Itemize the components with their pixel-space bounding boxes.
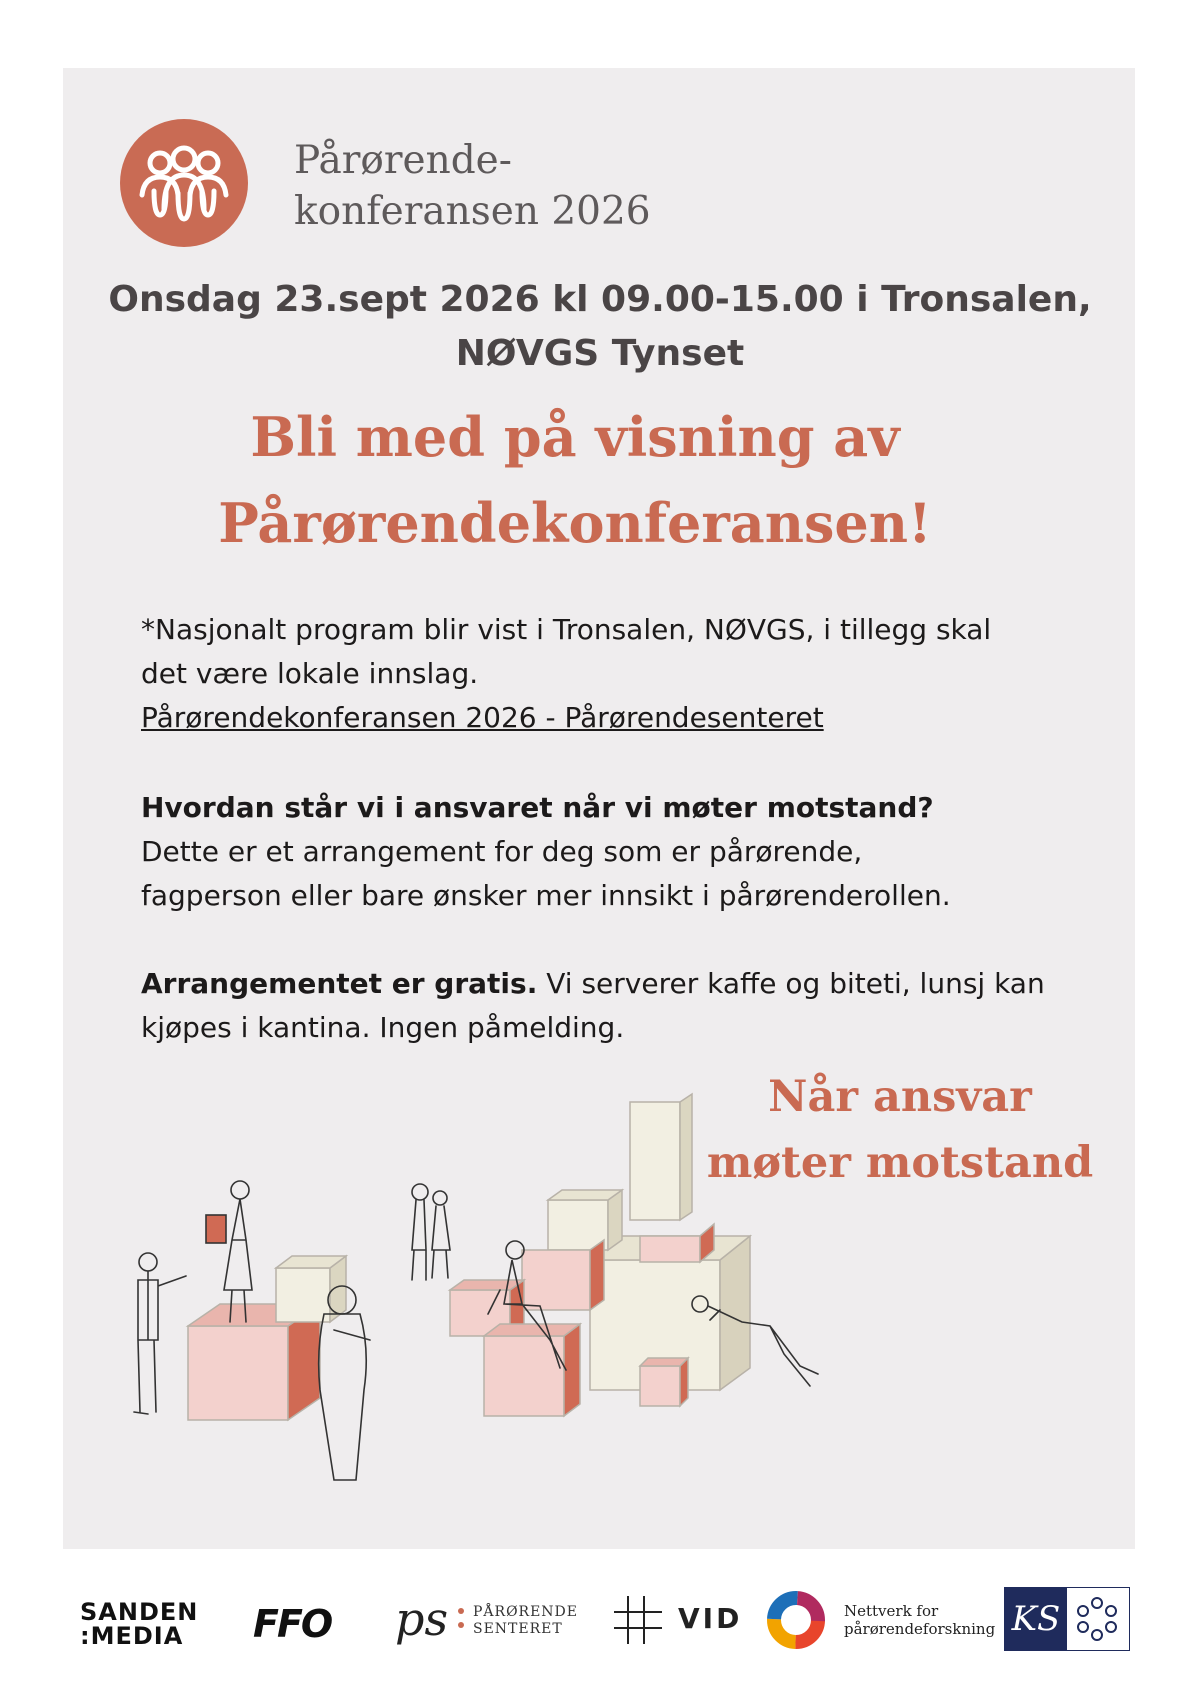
person-reaching xyxy=(134,1253,186,1414)
box-small-pink xyxy=(640,1358,688,1406)
sanden-media-logo xyxy=(80,1600,198,1648)
free-admission-text: Arrangementet er gratis. xyxy=(141,967,538,1000)
ks-chain-icon xyxy=(1073,1595,1121,1643)
program-info xyxy=(141,608,1081,740)
description-line-2: fagperson eller bare ønsker mer innsikt i pårørenderollen. xyxy=(141,879,951,912)
tagline-line-1: Når ansvar xyxy=(768,1072,1032,1122)
people-group-icon xyxy=(120,119,248,247)
headline-line-1: Bli med på visning av xyxy=(250,405,900,469)
box-stack-cream xyxy=(548,1190,622,1250)
catering-text: Vi serverer kaffe og biteti, lunsj kan xyxy=(537,967,1045,1000)
practical-line-2: kjøpes i kantina. Ingen påmelding. xyxy=(141,1011,625,1044)
conference-link[interactable]: Pårørendekonferansen 2026 - Pårørendesenteret xyxy=(141,701,824,734)
ffo-logo: FFO xyxy=(253,1602,332,1646)
nettverk-line-1: Nettverk for xyxy=(844,1602,939,1620)
parorendesenteret-logo-text xyxy=(473,1604,578,1638)
logo-line-1: Pårørende- xyxy=(294,138,512,183)
ps-dot-icon xyxy=(458,1608,464,1614)
box-center-tall xyxy=(630,1094,692,1220)
event-question: Hvordan står vi i ansvaret når vi møter motstand? xyxy=(141,791,934,824)
event-date: Onsdag 23.sept 2026 kl 09.00-15.00 i Tronsalen, xyxy=(108,279,1092,320)
event-description xyxy=(141,786,1081,918)
person-standing-box xyxy=(206,1181,252,1322)
ps-line-1: PÅRØRENDE xyxy=(473,1604,579,1620)
people-and-boxes-illustration xyxy=(120,1090,920,1510)
box-stack-pink-mid xyxy=(522,1240,604,1310)
ps-line-2: SENTERET xyxy=(473,1621,563,1637)
ps-logo-mark: ps xyxy=(395,1592,449,1646)
tagline-line-2: møter motstand xyxy=(706,1138,1094,1188)
people-walking xyxy=(412,1184,450,1280)
ks-logo-text: KS xyxy=(1005,1588,1067,1650)
ks-logo xyxy=(1004,1587,1130,1651)
nettverk-ring-icon xyxy=(766,1590,826,1650)
sanden-line-1: SANDEN xyxy=(80,1598,199,1626)
description-line-1: Dette er et arrangement for deg som er pårørende, xyxy=(141,835,863,868)
conference-logo-text xyxy=(294,135,651,237)
program-line-1: *Nasjonalt program blir vist i Tronsalen, NØVGS, i tillegg skal xyxy=(141,613,992,646)
vid-logo: VID xyxy=(678,1602,743,1635)
nettverk-line-2: pårørendeforskning xyxy=(844,1620,996,1638)
program-line-2: det være lokale innslag. xyxy=(141,657,479,690)
event-venue: NØVGS Tynset xyxy=(455,333,745,374)
headline-line-2: Pårørendekonferansen! xyxy=(218,491,932,555)
vid-grid-icon xyxy=(610,1592,666,1648)
practical-info xyxy=(141,962,1081,1050)
logo-line-2: konferansen 2026 xyxy=(294,189,651,234)
nettverk-logo-text xyxy=(844,1602,995,1638)
sanden-line-2: :MEDIA xyxy=(80,1622,184,1650)
box-center-pink-top xyxy=(640,1224,714,1262)
ps-dot-icon xyxy=(458,1622,464,1628)
people-group-logo xyxy=(120,119,248,247)
